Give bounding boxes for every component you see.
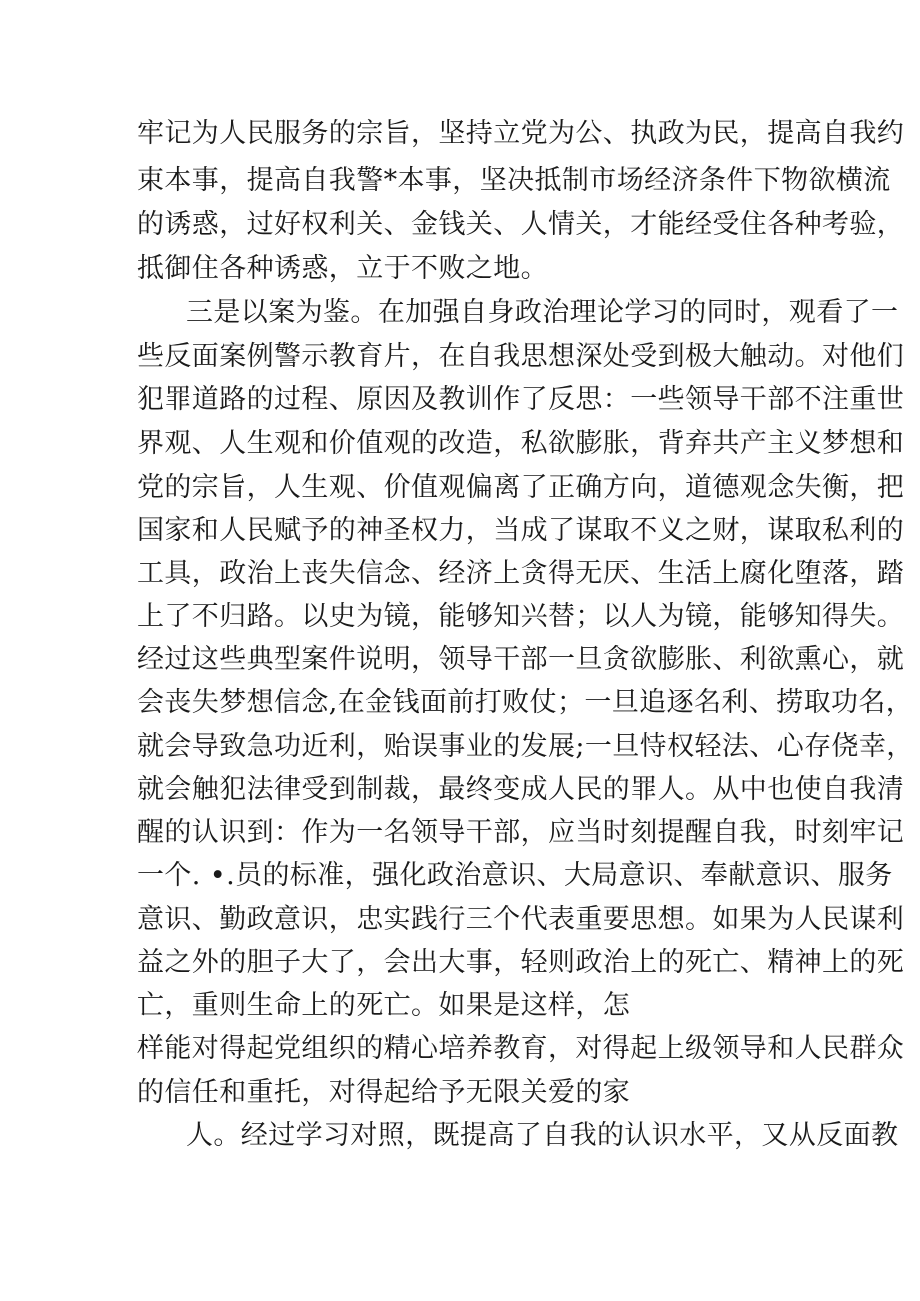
text-line: 工具，政治上丧失信念、经济上贪得无厌、生活上腐化堕落，踏 [137, 558, 905, 589]
text-line: 人。经过学习对照，既提高了自我的认识水平，又从反面教 [186, 1120, 899, 1151]
text-line: 亡，重则生命上的死亡。如果是这样，怎 [137, 990, 631, 1021]
text-line: 党的宗旨，人生观、价值观偏离了正确方向，道德观念失衡，把 [137, 472, 905, 503]
paragraph-first-line: 三是以案为鉴。在加强自身政治理论学习的同时，观看了一 [186, 297, 899, 328]
text-line: 一个. •.员的标准，强化政治意识、大局意识、奉献意识、服务 [137, 860, 893, 891]
text-line: 益之外的胆子大了，会出大事，轻则政治上的死亡、精神上的死 [137, 947, 905, 978]
text-line: 牢记为人民服务的宗旨，坚持立党为公、执政为民，提高自我约 [137, 118, 905, 149]
text-line: 经过这些典型案件说明，领导干部一旦贪欲膨胀、利欲熏心，就 [137, 644, 905, 675]
text-line: 些反面案例警示教育片，在自我思想深处受到极大触动。对他们 [137, 341, 905, 372]
text-line: 醒的认识到：作为一名领导干部，应当时刻提醒自我，时刻牢记 [137, 817, 905, 848]
text-line: 样能对得起党组织的精心培养教育，对得起上级领导和人民群众 [137, 1033, 905, 1064]
text-line: 界观、人生观和价值观的改造，私欲膨胀，背弃共产主义梦想和 [137, 428, 905, 459]
text-line: 会丧失梦想信念,在金钱面前打败仗；一旦追逐名利、捞取功名， [137, 687, 914, 718]
text-line: 国家和人民赋予的神圣权力，当成了谋取不义之财，谋取私利的 [137, 515, 905, 546]
text-line: 就会导致急功近利，贻误事业的发展;一旦恃权轻法、心存侥幸， [137, 731, 914, 762]
text-line: 的信任和重托，对得起给予无限关爱的家 [137, 1077, 631, 1108]
text-line: 束本事，提高自我警*本事，坚决抵制市场经济条件下物欲横流 [137, 165, 891, 196]
text-line: 的诱惑，过好权利关、金钱关、人情关，才能经受住各种考验， [137, 209, 905, 240]
text-line: 犯罪道路的过程、原因及教训作了反思：一些领导干部不注重世 [137, 384, 905, 415]
text-line: 就会触犯法律受到制裁，最终变成人民的罪人。从中也使自我清 [137, 774, 905, 805]
text-line: 上了不归路。以史为镜，能够知兴替；以人为镜，能够知得失。 [137, 601, 905, 632]
text-line: 抵御住各种诱惑，立于不败之地。 [137, 253, 548, 284]
text-line: 意识、勤政意识，忠实践行三个代表重要思想。如果为人民谋利 [137, 904, 905, 935]
